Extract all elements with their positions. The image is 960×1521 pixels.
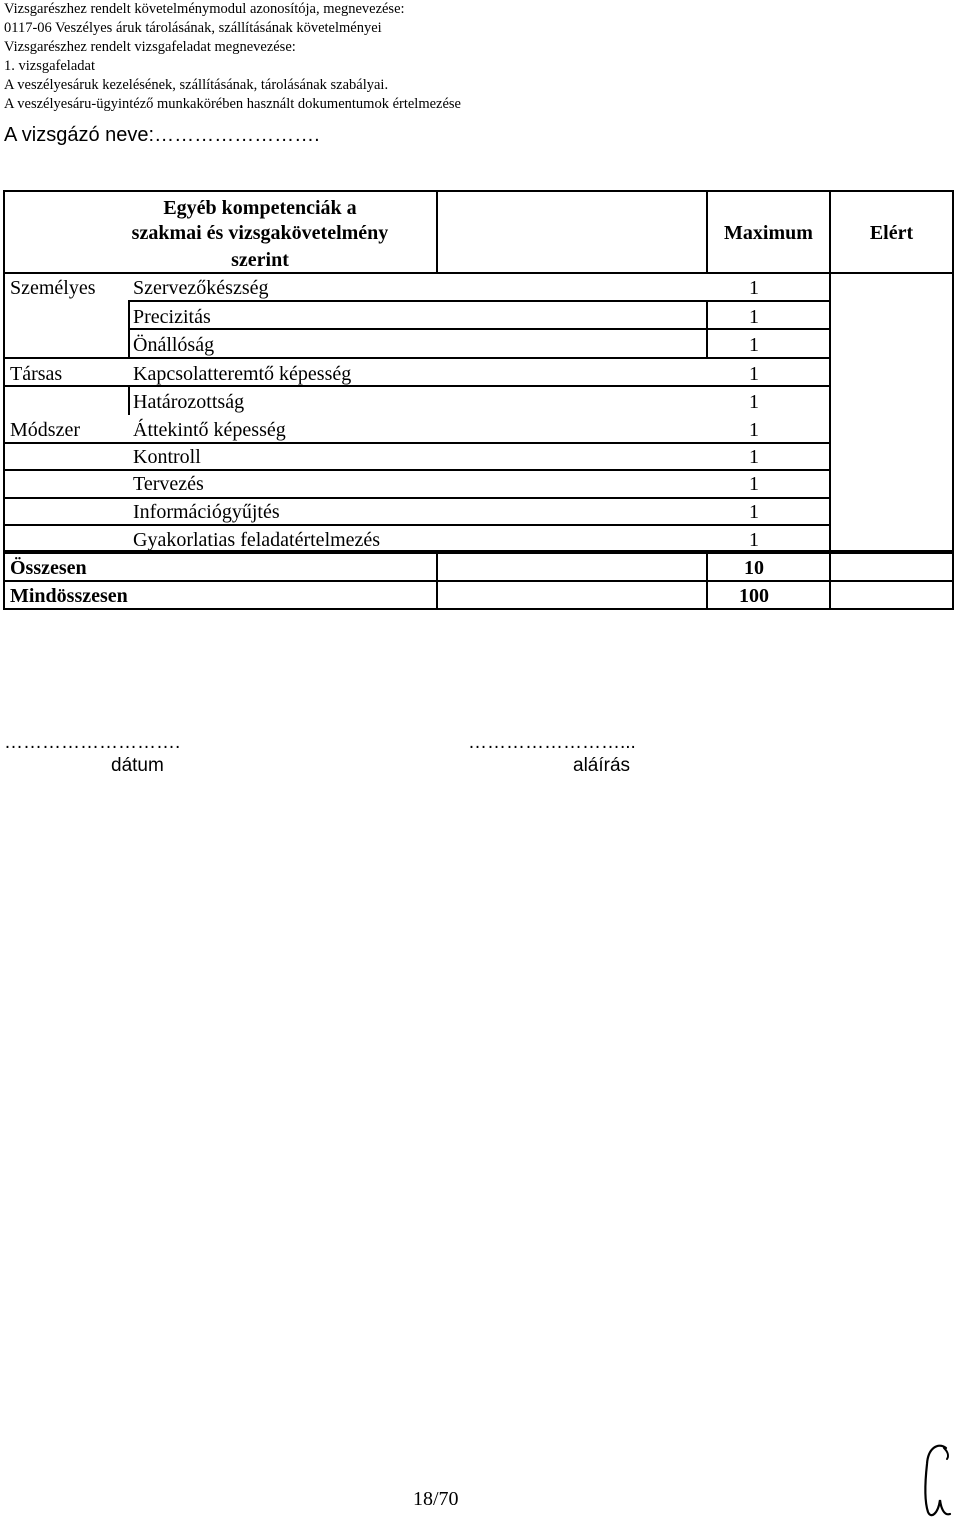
column-divider — [128, 300, 130, 357]
total-max: 10 — [744, 557, 764, 579]
header-line: Vizsgarészhez rendelt követelménymodul azonosítója, megnevezése: — [4, 1, 405, 17]
max-value: 1 — [749, 473, 759, 495]
achieved-header: Elért — [869, 222, 914, 244]
total-achieved-cell — [829, 552, 954, 582]
header-line: A veszélyesáruk kezelésének, szállításának, tárolásának szabályai. — [4, 77, 389, 93]
max-value: 1 — [749, 334, 759, 356]
max-value: 1 — [749, 419, 759, 441]
competence-item: Kontroll — [133, 446, 201, 468]
candidate-name-field — [4, 124, 320, 147]
competence-item: Kapcsolatteremtő képesség — [133, 363, 352, 385]
group-label: Társas — [10, 363, 63, 385]
maximum-header: Maximum — [724, 222, 813, 244]
header-line: 1. vizsgafeladat — [4, 58, 95, 74]
max-value: 1 — [749, 446, 759, 468]
competence-item: Információgyűjtés — [133, 501, 280, 523]
row-divider — [3, 469, 831, 471]
column-divider — [829, 272, 831, 552]
max-value: 1 — [749, 501, 759, 523]
grand-total-achieved-cell — [829, 580, 954, 610]
grand-total-empty-cell — [436, 580, 708, 610]
competence-item: Tervezés — [133, 473, 204, 495]
header-line: Vizsgarészhez rendelt vizsgafeladat megnevezése: — [4, 39, 296, 55]
row-divider — [3, 497, 831, 499]
competence-item: Áttekintő képesség — [133, 419, 286, 441]
group-label: Személyes — [10, 277, 96, 299]
max-value: 1 — [749, 306, 759, 328]
row-divider — [128, 300, 831, 302]
signature-label: aláírás — [573, 755, 631, 776]
handwritten-initial-icon — [918, 1440, 958, 1520]
total-max-cell — [706, 552, 831, 582]
total-empty-cell — [436, 552, 708, 582]
competence-item: Önállóság — [133, 334, 215, 356]
competence-item: Gyakorlatias feladatértelmezés — [133, 529, 381, 551]
competence-item: Precizitás — [133, 306, 211, 328]
page-number: 18/70 — [413, 1488, 459, 1510]
competence-header-line: Egyéb kompetenciák a — [163, 197, 357, 219]
competence-item: Szervezőkészség — [133, 277, 269, 299]
row-divider — [3, 524, 831, 526]
competence-header-line: szakmai és vizsgakövetelmény — [131, 222, 389, 244]
column-divider — [128, 385, 130, 415]
total-label: Összesen — [10, 557, 87, 579]
grand-total-label: Mindösszesen — [10, 585, 128, 607]
column-divider — [706, 300, 708, 357]
maximum-header-cell — [436, 190, 708, 274]
max-value: 1 — [749, 391, 759, 413]
header-line: 0117-06 Veszélyes áruk tárolásának, szállításának követelményei — [4, 20, 382, 36]
grand-total-max: 100 — [739, 585, 769, 607]
row-divider — [3, 442, 831, 444]
competence-item: Határozottság — [133, 391, 245, 413]
max-value: 1 — [749, 277, 759, 299]
candidate-name-label: A vizsgázó neve:……………………. — [4, 124, 320, 146]
signature-dots: ……………………... — [468, 732, 636, 753]
date-label: dátum — [111, 755, 164, 776]
row-divider — [3, 357, 831, 359]
date-dots: ………………………. — [4, 732, 181, 753]
max-value: 1 — [749, 529, 759, 551]
document-header — [4, 0, 461, 114]
group-label: Módszer — [10, 419, 80, 441]
competence-header-line: szerint — [231, 249, 289, 271]
header-line: A veszélyesáru-ügyintéző munkakörében használt dokumentumok értelmezése — [4, 96, 461, 112]
max-value: 1 — [749, 363, 759, 385]
row-divider — [128, 328, 831, 330]
